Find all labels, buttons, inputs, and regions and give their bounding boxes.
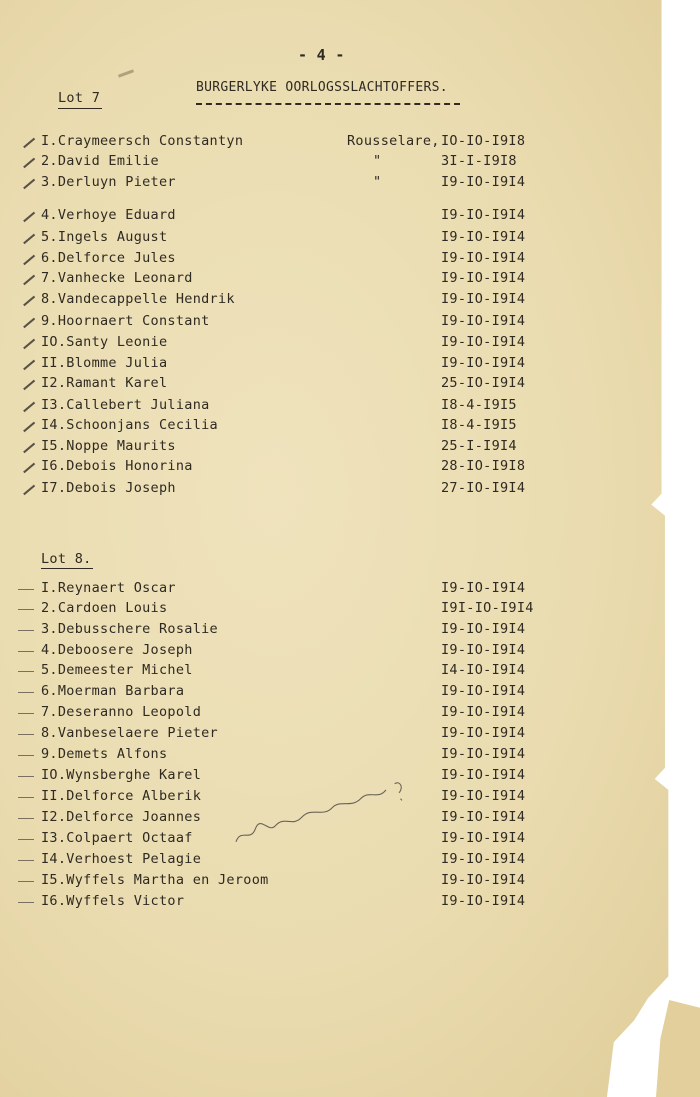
list-item [41, 375, 561, 395]
entry-date: I9-IO-I9I4 [441, 893, 526, 909]
list-item [41, 746, 561, 766]
entry-name: 7.Vanhecke Leonard [41, 270, 193, 286]
entry-date: I9-IO-I9I4 [441, 704, 526, 720]
entry-name: I3.Colpaert Octaaf [41, 830, 193, 846]
pencil-dash [18, 839, 34, 840]
list-item [41, 767, 561, 787]
entry-date: I4-IO-I9I4 [441, 662, 526, 678]
pencil-dash [18, 609, 34, 610]
list-item [41, 174, 561, 194]
pencil-dash [18, 651, 34, 652]
list-item [41, 355, 561, 375]
entry-name: IO.Wynsberghe Karel [41, 767, 202, 783]
pencil-dash [18, 671, 34, 672]
entry-date: I9-IO-I9I4 [441, 229, 526, 245]
entry-date: I9-IO-I9I4 [441, 746, 526, 762]
list-item [41, 153, 561, 173]
entry-name: 7.Deseranno Leopold [41, 704, 202, 720]
pencil-dash [18, 860, 34, 861]
entry-date: 25-IO-I9I4 [441, 375, 526, 391]
entry-date: I8-4-I9I5 [441, 397, 517, 413]
entry-date: I9-IO-I9I4 [441, 174, 526, 190]
entry-date: I9-IO-I9I4 [441, 270, 526, 286]
list-item [41, 229, 561, 249]
list-item [41, 334, 561, 354]
entry-name: I6.Wyffels Victor [41, 893, 185, 909]
entry-date: 3I-I-I9I8 [441, 153, 517, 169]
entry-name: 9.Demets Alfons [41, 746, 168, 762]
list-item [41, 250, 561, 270]
list-item [41, 133, 561, 153]
entry-name: I7.Debois Joseph [41, 480, 176, 496]
list-item [41, 662, 561, 682]
lot8-heading: Lot 8. [41, 551, 92, 567]
list-item [41, 580, 561, 600]
entry-date: I9-IO-I9I4 [441, 725, 526, 741]
entry-name: 4.Deboosere Joseph [41, 642, 193, 658]
entry-date: I9-IO-I9I4 [441, 250, 526, 266]
entry-name: 4.Verhoye Eduard [41, 207, 176, 223]
pencil-dash [18, 734, 34, 735]
entry-date: I9-IO-I9I4 [441, 851, 526, 867]
entry-date: 25-I-I9I4 [441, 438, 517, 454]
entry-name: I4.Verhoest Pelagie [41, 851, 202, 867]
entry-date: 28-IO-I9I8 [441, 458, 526, 474]
list-item [41, 893, 561, 913]
list-item [41, 438, 561, 458]
entry-name: IO.Santy Leonie [41, 334, 168, 350]
entry-name: 8.Vanbeselaere Pieter [41, 725, 218, 741]
lot8-heading-underline [41, 568, 93, 569]
pencil-dash [18, 818, 34, 819]
entry-date: I9-IO-I9I4 [441, 207, 526, 223]
pencil-dash [18, 692, 34, 693]
lot7-heading: Lot 7 [58, 90, 101, 106]
pencil-dash [18, 881, 34, 882]
entry-name: 3.Debusschere Rosalie [41, 621, 218, 637]
entry-date: I9-IO-I9I4 [441, 334, 526, 350]
torn-paper-corner [656, 1000, 700, 1097]
entry-name: 6.Moerman Barbara [41, 683, 185, 699]
entry-date: I9-IO-I9I4 [441, 872, 526, 888]
entry-name: I2.Delforce Joannes [41, 809, 202, 825]
entry-name: I4.Schoonjans Cecilia [41, 417, 218, 433]
page-number: - 4 - [298, 46, 345, 64]
list-item [41, 621, 561, 641]
pencil-dash [18, 776, 34, 777]
entry-date: I9-IO-I9I4 [441, 355, 526, 371]
entry-name: 8.Vandecappelle Hendrik [41, 291, 235, 307]
entry-name: II.Delforce Alberik [41, 788, 202, 804]
entry-place: " [373, 153, 382, 169]
entry-name: 5.Demeester Michel [41, 662, 193, 678]
entry-date: I9-IO-I9I4 [441, 767, 526, 783]
list-item [41, 851, 561, 871]
list-item [41, 458, 561, 478]
entry-date: I9-IO-I9I4 [441, 580, 526, 596]
entry-name: I.Reynaert Oscar [41, 580, 176, 596]
list-item [41, 872, 561, 892]
entry-date: I9-IO-I9I4 [441, 291, 526, 307]
pencil-dash [18, 902, 34, 903]
entry-date: I9I-IO-I9I4 [441, 600, 534, 616]
entry-name: 2.David Emilie [41, 153, 159, 169]
entry-name: I5.Noppe Maurits [41, 438, 176, 454]
list-item [41, 270, 561, 290]
entry-date: I9-IO-I9I4 [441, 313, 526, 329]
list-item [41, 417, 561, 437]
entry-date: IO-IO-I9I8 [441, 133, 526, 149]
entry-date: 27-IO-I9I4 [441, 480, 526, 496]
entry-name: 3.Derluyn Pieter [41, 174, 176, 190]
pencil-dash [18, 713, 34, 714]
pencil-dash [18, 797, 34, 798]
document-title: BURGERLYKE OORLOGSSLACHTOFFERS. [196, 80, 448, 95]
entry-date: I9-IO-I9I4 [441, 683, 526, 699]
list-item [41, 207, 561, 227]
entry-name: 5.Ingels August [41, 229, 168, 245]
entry-date: I8-4-I9I5 [441, 417, 517, 433]
entry-date: I9-IO-I9I4 [441, 788, 526, 804]
entry-name: I6.Debois Honorina [41, 458, 193, 474]
entry-name: 6.Delforce Jules [41, 250, 176, 266]
entry-date: I9-IO-I9I4 [441, 621, 526, 637]
list-item [41, 725, 561, 745]
list-item [41, 397, 561, 417]
list-item [41, 704, 561, 724]
list-item [41, 683, 561, 703]
entry-name: I2.Ramant Karel [41, 375, 168, 391]
entry-name: I5.Wyffels Martha en Jeroom [41, 872, 269, 888]
list-item [41, 291, 561, 311]
list-item [41, 480, 561, 500]
list-item [41, 313, 561, 333]
title-underline [196, 103, 460, 105]
entry-name: I.Craymeersch Constantyn [41, 133, 244, 149]
pencil-dash [18, 630, 34, 631]
entry-name: II.Blomme Julia [41, 355, 168, 371]
entry-place: Rousselare, [347, 133, 440, 149]
pencil-dash [18, 589, 34, 590]
entry-name: 2.Cardoen Louis [41, 600, 168, 616]
entry-place: " [373, 174, 382, 190]
pencil-dash [18, 755, 34, 756]
entry-date: I9-IO-I9I4 [441, 830, 526, 846]
entry-date: I9-IO-I9I4 [441, 809, 526, 825]
entry-name: 9.Hoornaert Constant [41, 313, 210, 329]
entry-date: I9-IO-I9I4 [441, 642, 526, 658]
entry-name: I3.Callebert Juliana [41, 397, 210, 413]
list-item [41, 642, 561, 662]
lot7-heading-underline [58, 108, 102, 109]
list-item [41, 600, 561, 620]
